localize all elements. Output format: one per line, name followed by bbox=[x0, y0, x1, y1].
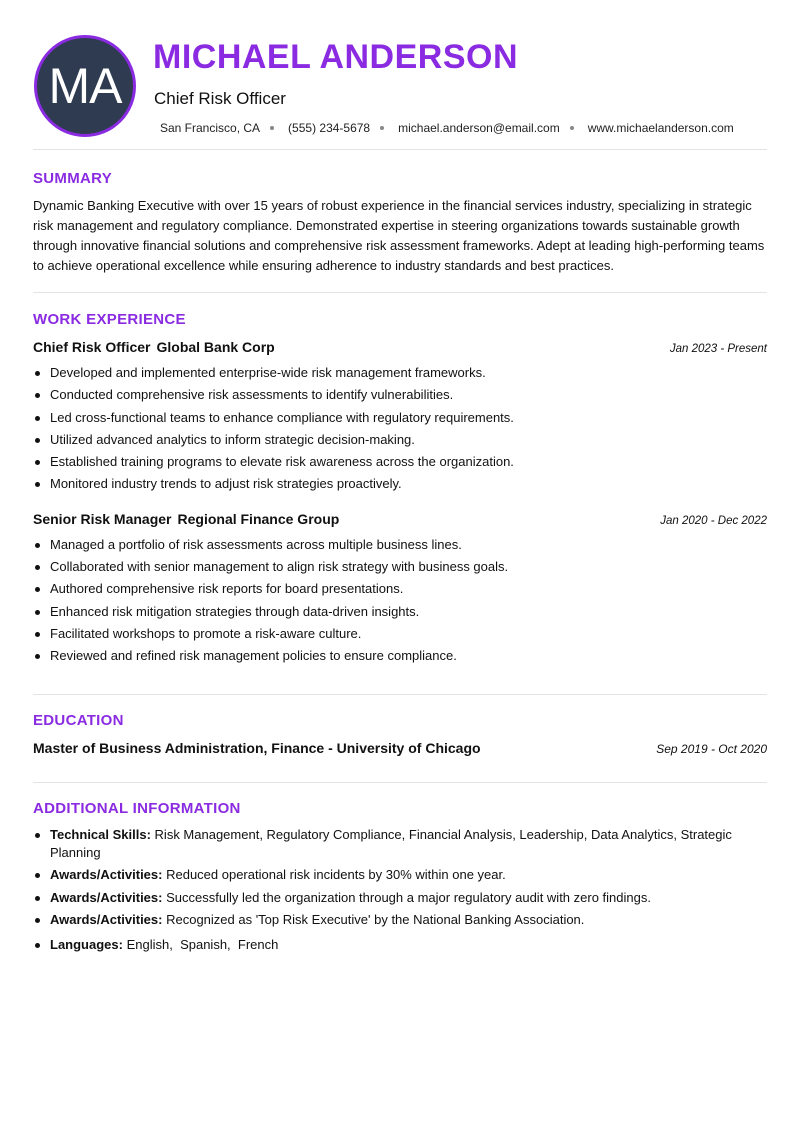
info-label: Languages: bbox=[50, 937, 123, 953]
info-text: English, Spanish, French bbox=[126, 937, 279, 953]
separator-dot bbox=[380, 126, 384, 130]
job-role-line bbox=[33, 339, 275, 355]
job-bullet: Conducted comprehensive risk assessments to identify vulnerabilities. bbox=[33, 384, 767, 406]
info-text: Reduced operational risk incidents by 30% within one year. bbox=[166, 867, 506, 883]
info-label: Technical Skills: bbox=[50, 826, 151, 842]
info-text: Risk Management, Regulatory Compliance, Financial Analysis, Leadership, Data Analytics, Strategic Planning bbox=[50, 826, 732, 861]
work-experience-heading: WORK EXPERIENCE bbox=[33, 311, 186, 328]
job-company: Regional Finance Group bbox=[177, 510, 340, 527]
job-entry bbox=[33, 339, 767, 496]
summary-heading: SUMMARY bbox=[33, 170, 113, 187]
work-experience-section bbox=[33, 293, 767, 695]
education-entry bbox=[33, 740, 767, 756]
job-company: Global Bank Corp bbox=[156, 339, 275, 355]
candidate-name: MICHAEL ANDERSON bbox=[153, 38, 519, 76]
job-bullet: Established training programs to elevate risk awareness across the organization. bbox=[33, 451, 767, 473]
job-bullet: Authored comprehensive risk reports for board presentations. bbox=[33, 578, 767, 600]
info-item bbox=[33, 936, 767, 955]
info-label: Awards/Activities: bbox=[50, 889, 163, 905]
job-bullets bbox=[33, 362, 767, 496]
additional-info-heading: ADDITIONAL INFORMATION bbox=[33, 799, 241, 817]
contact-website: www.michaelanderson.com bbox=[587, 121, 734, 135]
job-bullet: Monitored industry trends to adjust risk strategies proactively. bbox=[33, 473, 767, 495]
info-label: Awards/Activities: bbox=[50, 867, 163, 883]
education-heading: EDUCATION bbox=[33, 711, 124, 729]
job-header bbox=[33, 339, 767, 355]
summary-section bbox=[33, 150, 767, 293]
job-date: Jan 2020 - Dec 2022 bbox=[660, 514, 767, 527]
job-role: Senior Risk Manager bbox=[33, 510, 172, 527]
job-entry bbox=[33, 511, 767, 668]
contact-line bbox=[160, 121, 734, 135]
job-bullet: Enhanced risk mitigation strategies through data-driven insights. bbox=[33, 601, 767, 623]
contact-phone: (555) 234-5678 bbox=[288, 121, 371, 135]
job-bullet: Collaborated with senior management to align risk strategy with business goals. bbox=[33, 556, 767, 578]
info-item bbox=[33, 866, 767, 885]
job-date: Jan 2023 - Present bbox=[669, 343, 767, 355]
avatar: MA bbox=[34, 35, 136, 137]
job-bullet: Managed a portfolio of risk assessments across multiple business lines. bbox=[33, 534, 767, 556]
education-degree: Master of Business Administration, Finance - University of Chicago bbox=[33, 739, 481, 756]
info-label: Awards/Activities: bbox=[50, 911, 163, 927]
education-section bbox=[33, 695, 767, 783]
contact-email: michael.anderson@email.com bbox=[398, 121, 560, 135]
summary-text: Dynamic Banking Executive with over 15 years of robust experience in the financial services industry, specializing in strategic risk management and regulatory compliance. Demonstrated expertise in steering organizations towards sustainable growth through innovative financial solutions and comprehensive risk assessment frameworks. Adept at leading high-performing teams to achieve operational excellence while ensuring adherence to industry standards and best practices. bbox=[33, 198, 765, 273]
job-bullet: Facilitated workshops to promote a risk-aware culture. bbox=[33, 623, 767, 645]
info-item bbox=[33, 889, 767, 908]
job-header bbox=[33, 511, 767, 527]
job-role: Chief Risk Officer bbox=[33, 339, 151, 355]
separator-dot bbox=[270, 126, 274, 130]
job-bullet: Developed and implemented enterprise-wide risk management frameworks. bbox=[33, 362, 767, 384]
candidate-title: Chief Risk Officer bbox=[154, 89, 286, 108]
contact-location: San Francisco, CA bbox=[160, 121, 261, 135]
job-bullet: Utilized advanced analytics to inform strategic decision-making. bbox=[33, 429, 767, 451]
info-item bbox=[33, 826, 767, 863]
info-item bbox=[33, 911, 767, 930]
additional-info-list bbox=[33, 826, 767, 955]
info-text: Successfully led the organization through a major regulatory audit with zero findings. bbox=[166, 889, 651, 905]
job-bullet: Reviewed and refined risk management policies to ensure compliance. bbox=[33, 645, 767, 667]
education-date: Sep 2019 - Oct 2020 bbox=[656, 741, 767, 756]
job-bullet: Led cross-functional teams to enhance compliance with regulatory requirements. bbox=[33, 407, 767, 429]
additional-info-section bbox=[33, 783, 767, 955]
job-role-line bbox=[33, 511, 339, 527]
info-text: Recognized as 'Top Risk Executive' by the National Banking Association. bbox=[166, 911, 585, 927]
job-bullets bbox=[33, 534, 767, 668]
resume-header bbox=[33, 0, 767, 150]
separator-dot bbox=[570, 126, 574, 130]
